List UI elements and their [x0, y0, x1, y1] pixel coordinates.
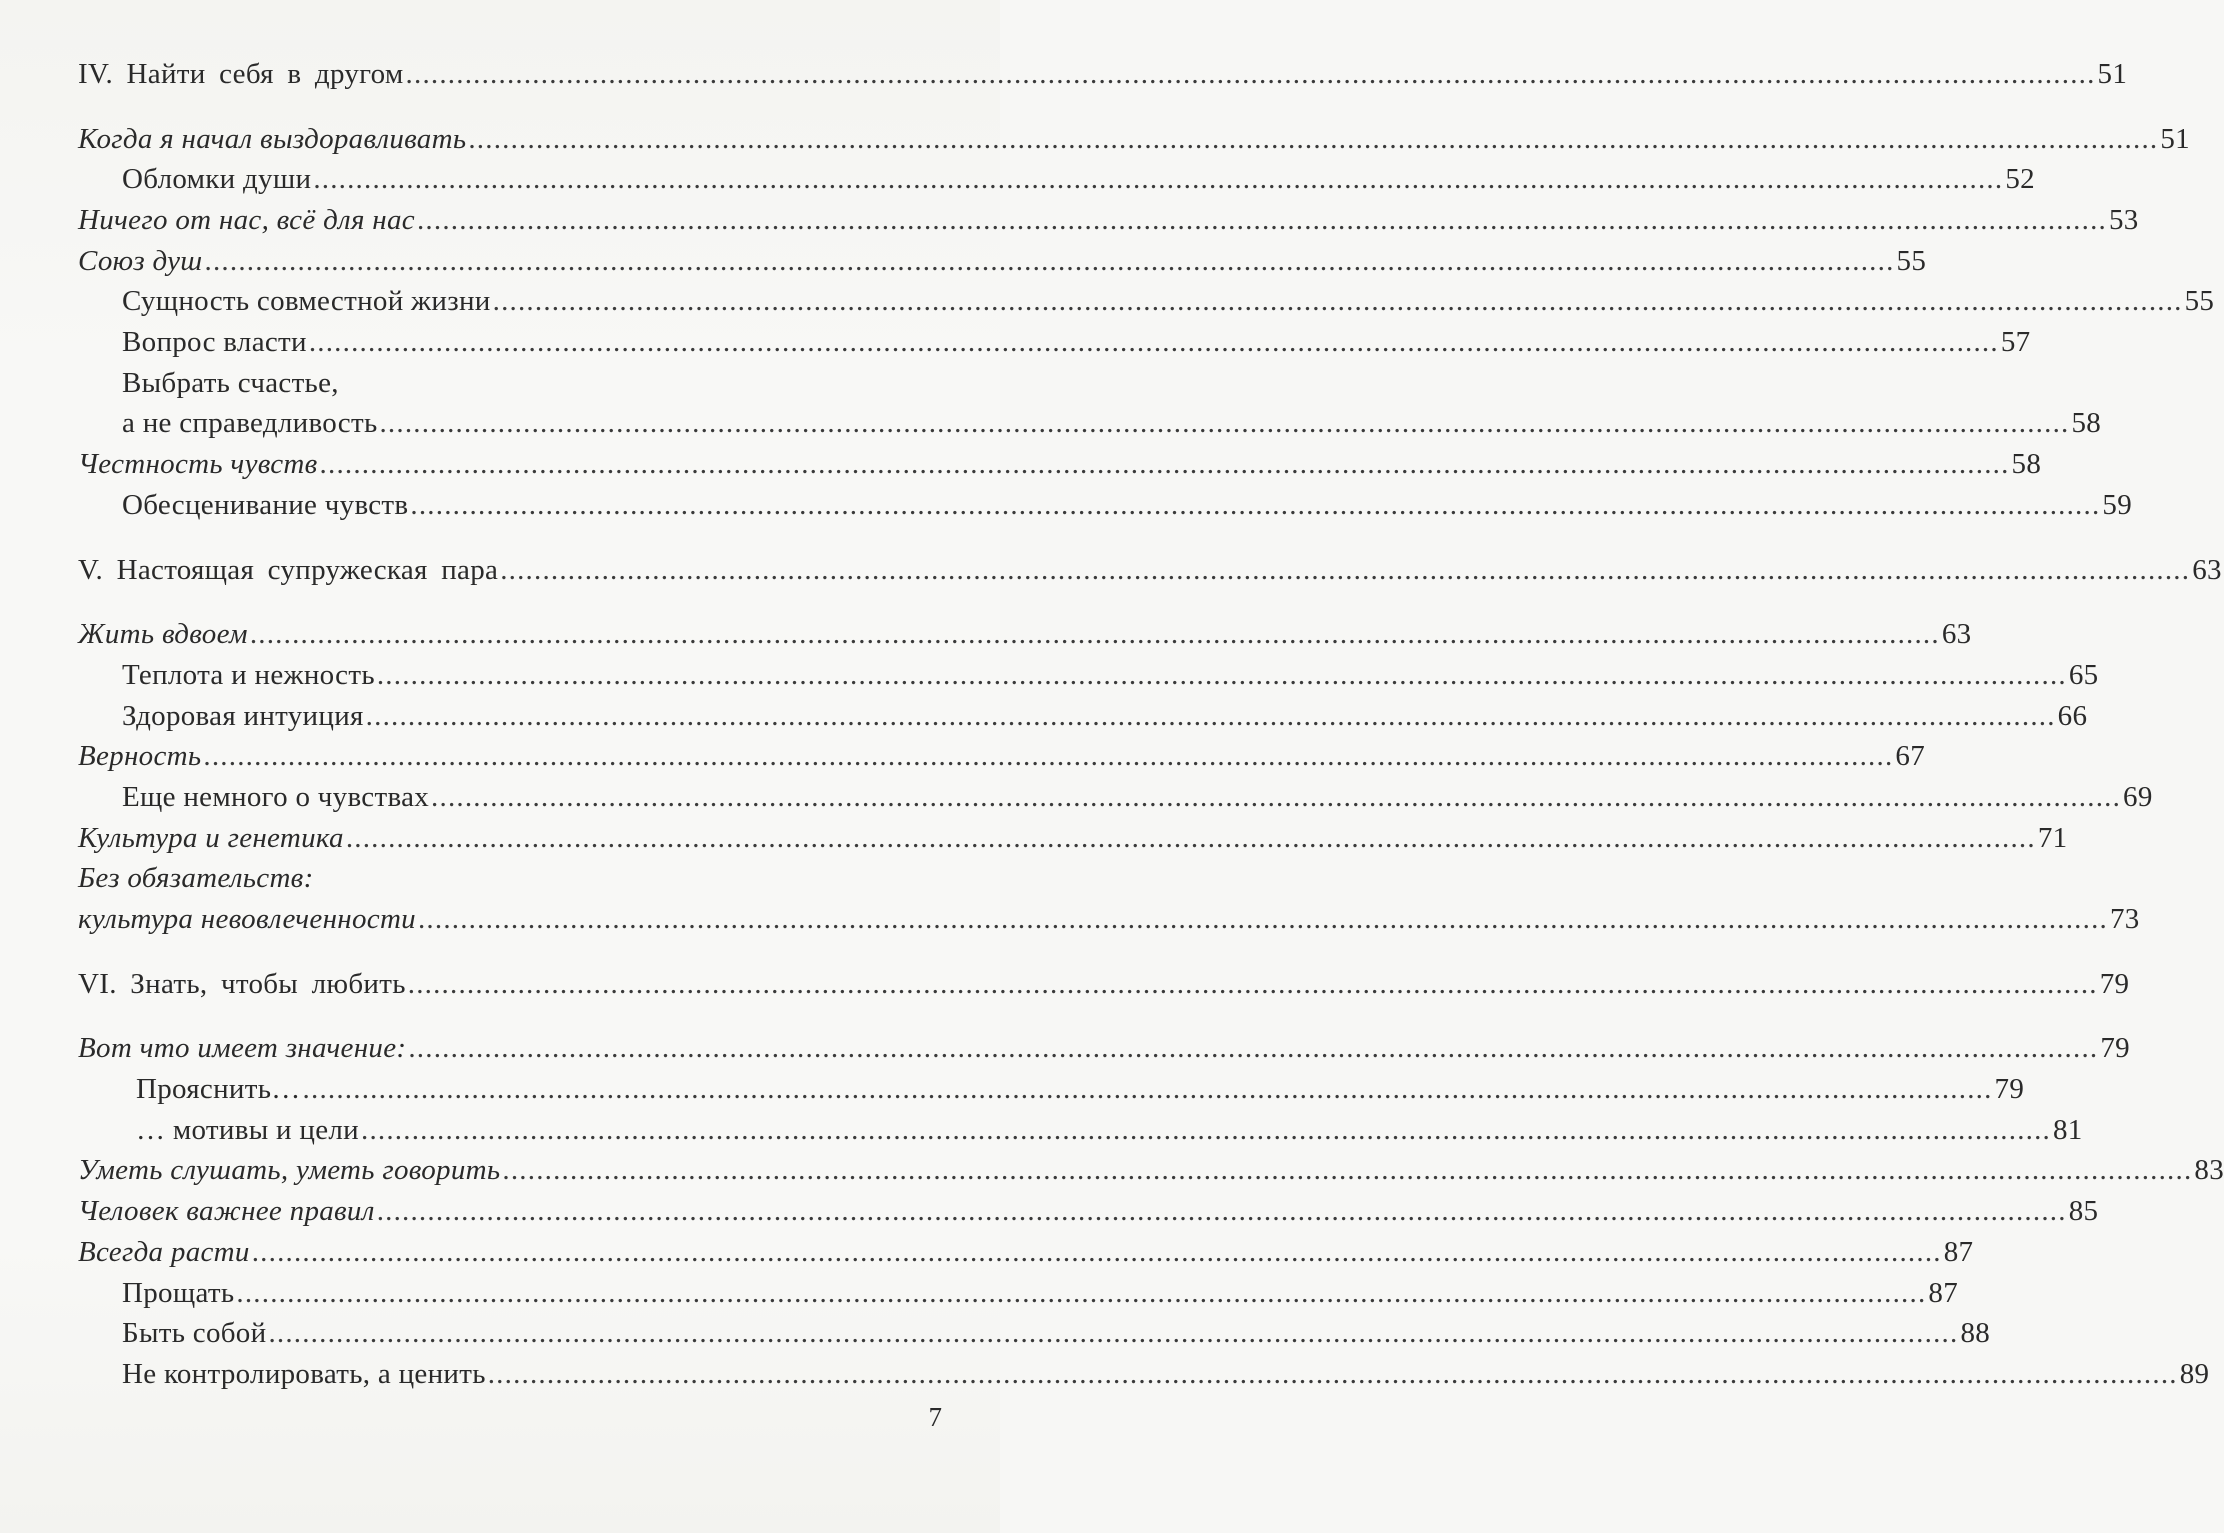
dot-leader: ........................................................................................................................................................................................................	[313, 163, 2004, 196]
toc-entry	[78, 614, 1972, 655]
toc-entry-title: Жить вдвоем	[78, 618, 248, 651]
dot-leader: ........................................................................................................................................................................................................	[468, 122, 2159, 155]
toc-entry-title: Всегда расти	[78, 1235, 250, 1268]
toc-entry-title: Теплота и нежность	[122, 658, 375, 691]
toc-entry	[78, 777, 2153, 818]
dot-leader: ........................................................................................................................................................................................................	[249, 618, 1940, 651]
toc-entry	[78, 119, 2190, 160]
dot-leader: ........................................................................................................................................................................................................	[268, 1317, 1959, 1350]
toc-entry	[78, 858, 850, 899]
toc-entry-title: IV. Найти себя в другом	[78, 57, 404, 90]
toc-entry-page-number: 55	[2184, 285, 2215, 318]
toc-entry	[78, 696, 2088, 737]
toc-entry-title: Уметь слушать, уметь говорить	[78, 1154, 501, 1187]
toc-entry-title: Обломки души	[122, 163, 312, 196]
dot-leader: ........................................................................................................................................................................................................	[417, 903, 2108, 936]
toc-entry-title: … мотивы и цели	[136, 1113, 359, 1146]
toc-entry-title: Не контролировать, а ценить	[122, 1357, 486, 1390]
dot-leader: ........................................................................................................................................................................................................	[376, 658, 2067, 691]
toc-entry-title: V. Настоящая супружеская пара	[78, 553, 499, 586]
toc-entry	[78, 655, 2099, 696]
toc-entry	[78, 404, 2102, 445]
toc-entry-page-number: 71	[2037, 821, 2068, 854]
toc-entry-page-number: 69	[2123, 780, 2153, 813]
toc-entry-page-number: 79	[2099, 967, 2130, 1000]
toc-entry	[78, 818, 2068, 859]
toc-entry-title: Вопрос власти	[122, 326, 307, 359]
toc-entry-page-number: 58	[2071, 407, 2102, 440]
toc-entry-title: а не справедливость	[122, 407, 378, 440]
toc-entry-title: Быть собой	[122, 1317, 267, 1350]
toc-entry	[78, 363, 850, 404]
toc-entry-page-number: 83	[2194, 1154, 2224, 1187]
toc-entry-page-number: 58	[2011, 448, 2042, 481]
dot-leader: ........................................................................................................................................................................................................	[203, 740, 1894, 773]
toc-entry-page-number: 81	[2053, 1113, 2083, 1146]
dot-leader: ........................................................................................................................................................................................................	[487, 1357, 2178, 1390]
toc-entry	[78, 241, 1927, 282]
dot-leader: ........................................................................................................................................................................................................	[345, 821, 2036, 854]
dot-leader: ........................................................................................................................................................................................................	[410, 488, 2101, 521]
toc-entry-page-number: 53	[2108, 204, 2139, 237]
toc-entry	[78, 1313, 1991, 1354]
dot-leader: ........................................................................................................................................................................................................	[251, 1235, 1942, 1268]
toc-entry	[78, 1028, 2130, 1069]
toc-entry-page-number: 51	[2160, 122, 2190, 155]
toc-entry-page-number: 87	[1943, 1235, 1974, 1268]
toc-chapter-entry	[78, 964, 2130, 1005]
toc-entry	[78, 736, 1925, 777]
dot-leader: ........................................................................................................................................................................................................	[408, 1032, 2099, 1065]
toc-entry-title: Верность	[78, 740, 202, 773]
toc-entry-page-number: 85	[2068, 1195, 2099, 1228]
toc-entry-title: Прояснить…	[136, 1073, 301, 1106]
toc-entry	[78, 444, 2042, 485]
toc-entry-title: Честность чувств	[78, 448, 318, 481]
toc-entry-title: культура невовлеченности	[78, 903, 416, 936]
toc-entry-title: Вот что имеет значение:	[78, 1032, 407, 1065]
toc-entry-title: Сущность совместной жизни	[122, 285, 491, 318]
dot-leader: ........................................................................................................................................................................................................	[204, 244, 1895, 277]
toc-chapter-entry	[78, 550, 2222, 591]
dot-leader: ........................................................................................................................................................................................................	[319, 448, 2010, 481]
dot-leader: ........................................................................................................................................................................................................	[308, 326, 1999, 359]
toc-entry-page-number: 52	[2005, 163, 2035, 196]
dot-leader: ........................................................................................................................................................................................................	[500, 553, 2191, 586]
toc-entry-page-number: 88	[1960, 1317, 1991, 1350]
toc-entry-page-number: 63	[2192, 553, 2222, 586]
dot-leader: ........................................................................................................................................................................................................	[405, 57, 2096, 90]
toc-entry	[78, 1232, 1974, 1273]
toc-entry-page-number: 67	[1895, 740, 1925, 773]
toc-entry	[78, 899, 2140, 940]
toc-chapter-entry	[78, 54, 2128, 95]
toc-entry-page-number: 87	[1928, 1276, 1959, 1309]
toc-entry-page-number: 79	[2100, 1032, 2130, 1065]
dot-leader: ........................................................................................................................................................................................................	[407, 967, 2098, 1000]
toc-entry-title: Без обязательств:	[78, 862, 314, 895]
toc-entry-page-number: 79	[1994, 1073, 2025, 1106]
toc-entry	[78, 1069, 2025, 1110]
toc-entry	[78, 1191, 2099, 1232]
dot-leader: ........................................................................................................................................................................................................	[502, 1154, 2193, 1187]
toc-entry-page-number: 73	[2109, 903, 2140, 936]
toc-entry-title: Выбрать счастье,	[122, 366, 339, 399]
dot-leader: ........................................................................................................................................................................................................	[302, 1073, 1993, 1106]
dot-leader: ........................................................................................................................................................................................................	[431, 780, 2122, 813]
page-number: 7	[928, 1402, 942, 1432]
toc-entry	[78, 1110, 2083, 1151]
dot-leader: ........................................................................................................................................................................................................	[492, 285, 2183, 318]
toc-entry-page-number: 66	[2057, 699, 2088, 732]
toc-entry-page-number: 57	[2000, 326, 2031, 359]
toc-entry	[78, 322, 2031, 363]
toc-entry-title: Здоровая интуиция	[122, 699, 364, 732]
toc-entry-title: Еще немного о чувствах	[122, 780, 430, 813]
table-of-contents	[78, 54, 2224, 1395]
toc-entry-page-number: 59	[2102, 488, 2133, 521]
dot-leader: ........................................................................................................................................................................................................	[379, 407, 2070, 440]
dot-leader: ........................................................................................................................................................................................................	[361, 1113, 2051, 1146]
toc-entry-page-number: 89	[2179, 1357, 2210, 1390]
dot-leader: ........................................................................................................................................................................................................	[416, 204, 2107, 237]
toc-entry-title: Обесценивание чувств	[122, 488, 409, 521]
toc-entry-page-number: 55	[1896, 244, 1927, 277]
toc-entry-title: Союз душ	[78, 244, 203, 277]
toc-entry-title: Ничего от нас, всё для нас	[78, 204, 415, 237]
dot-leader: ........................................................................................................................................................................................................	[376, 1195, 2067, 1228]
toc-entry-title: VI. Знать, чтобы любить	[78, 967, 406, 1000]
toc-entry-title: Когда я начал выздоравливать	[78, 122, 467, 155]
dot-leader: ........................................................................................................................................................................................................	[236, 1276, 1927, 1309]
toc-entry	[78, 1273, 1959, 1314]
toc-entry	[78, 485, 2133, 526]
toc-entry	[78, 281, 2215, 322]
toc-entry-page-number: 65	[2068, 658, 2099, 691]
toc-entry	[78, 200, 2139, 241]
dot-leader: ........................................................................................................................................................................................................	[365, 699, 2056, 732]
toc-entry	[78, 1151, 2224, 1192]
toc-entry	[78, 1354, 2210, 1395]
toc-entry-title: Человек важнее правил	[78, 1195, 375, 1228]
toc-entry-title: Культура и генетика	[78, 821, 344, 854]
toc-entry-page-number: 51	[2097, 57, 2128, 90]
toc-entry	[78, 159, 2035, 200]
toc-entry-title: Прощать	[122, 1276, 235, 1309]
toc-entry-page-number: 63	[1941, 618, 1972, 651]
